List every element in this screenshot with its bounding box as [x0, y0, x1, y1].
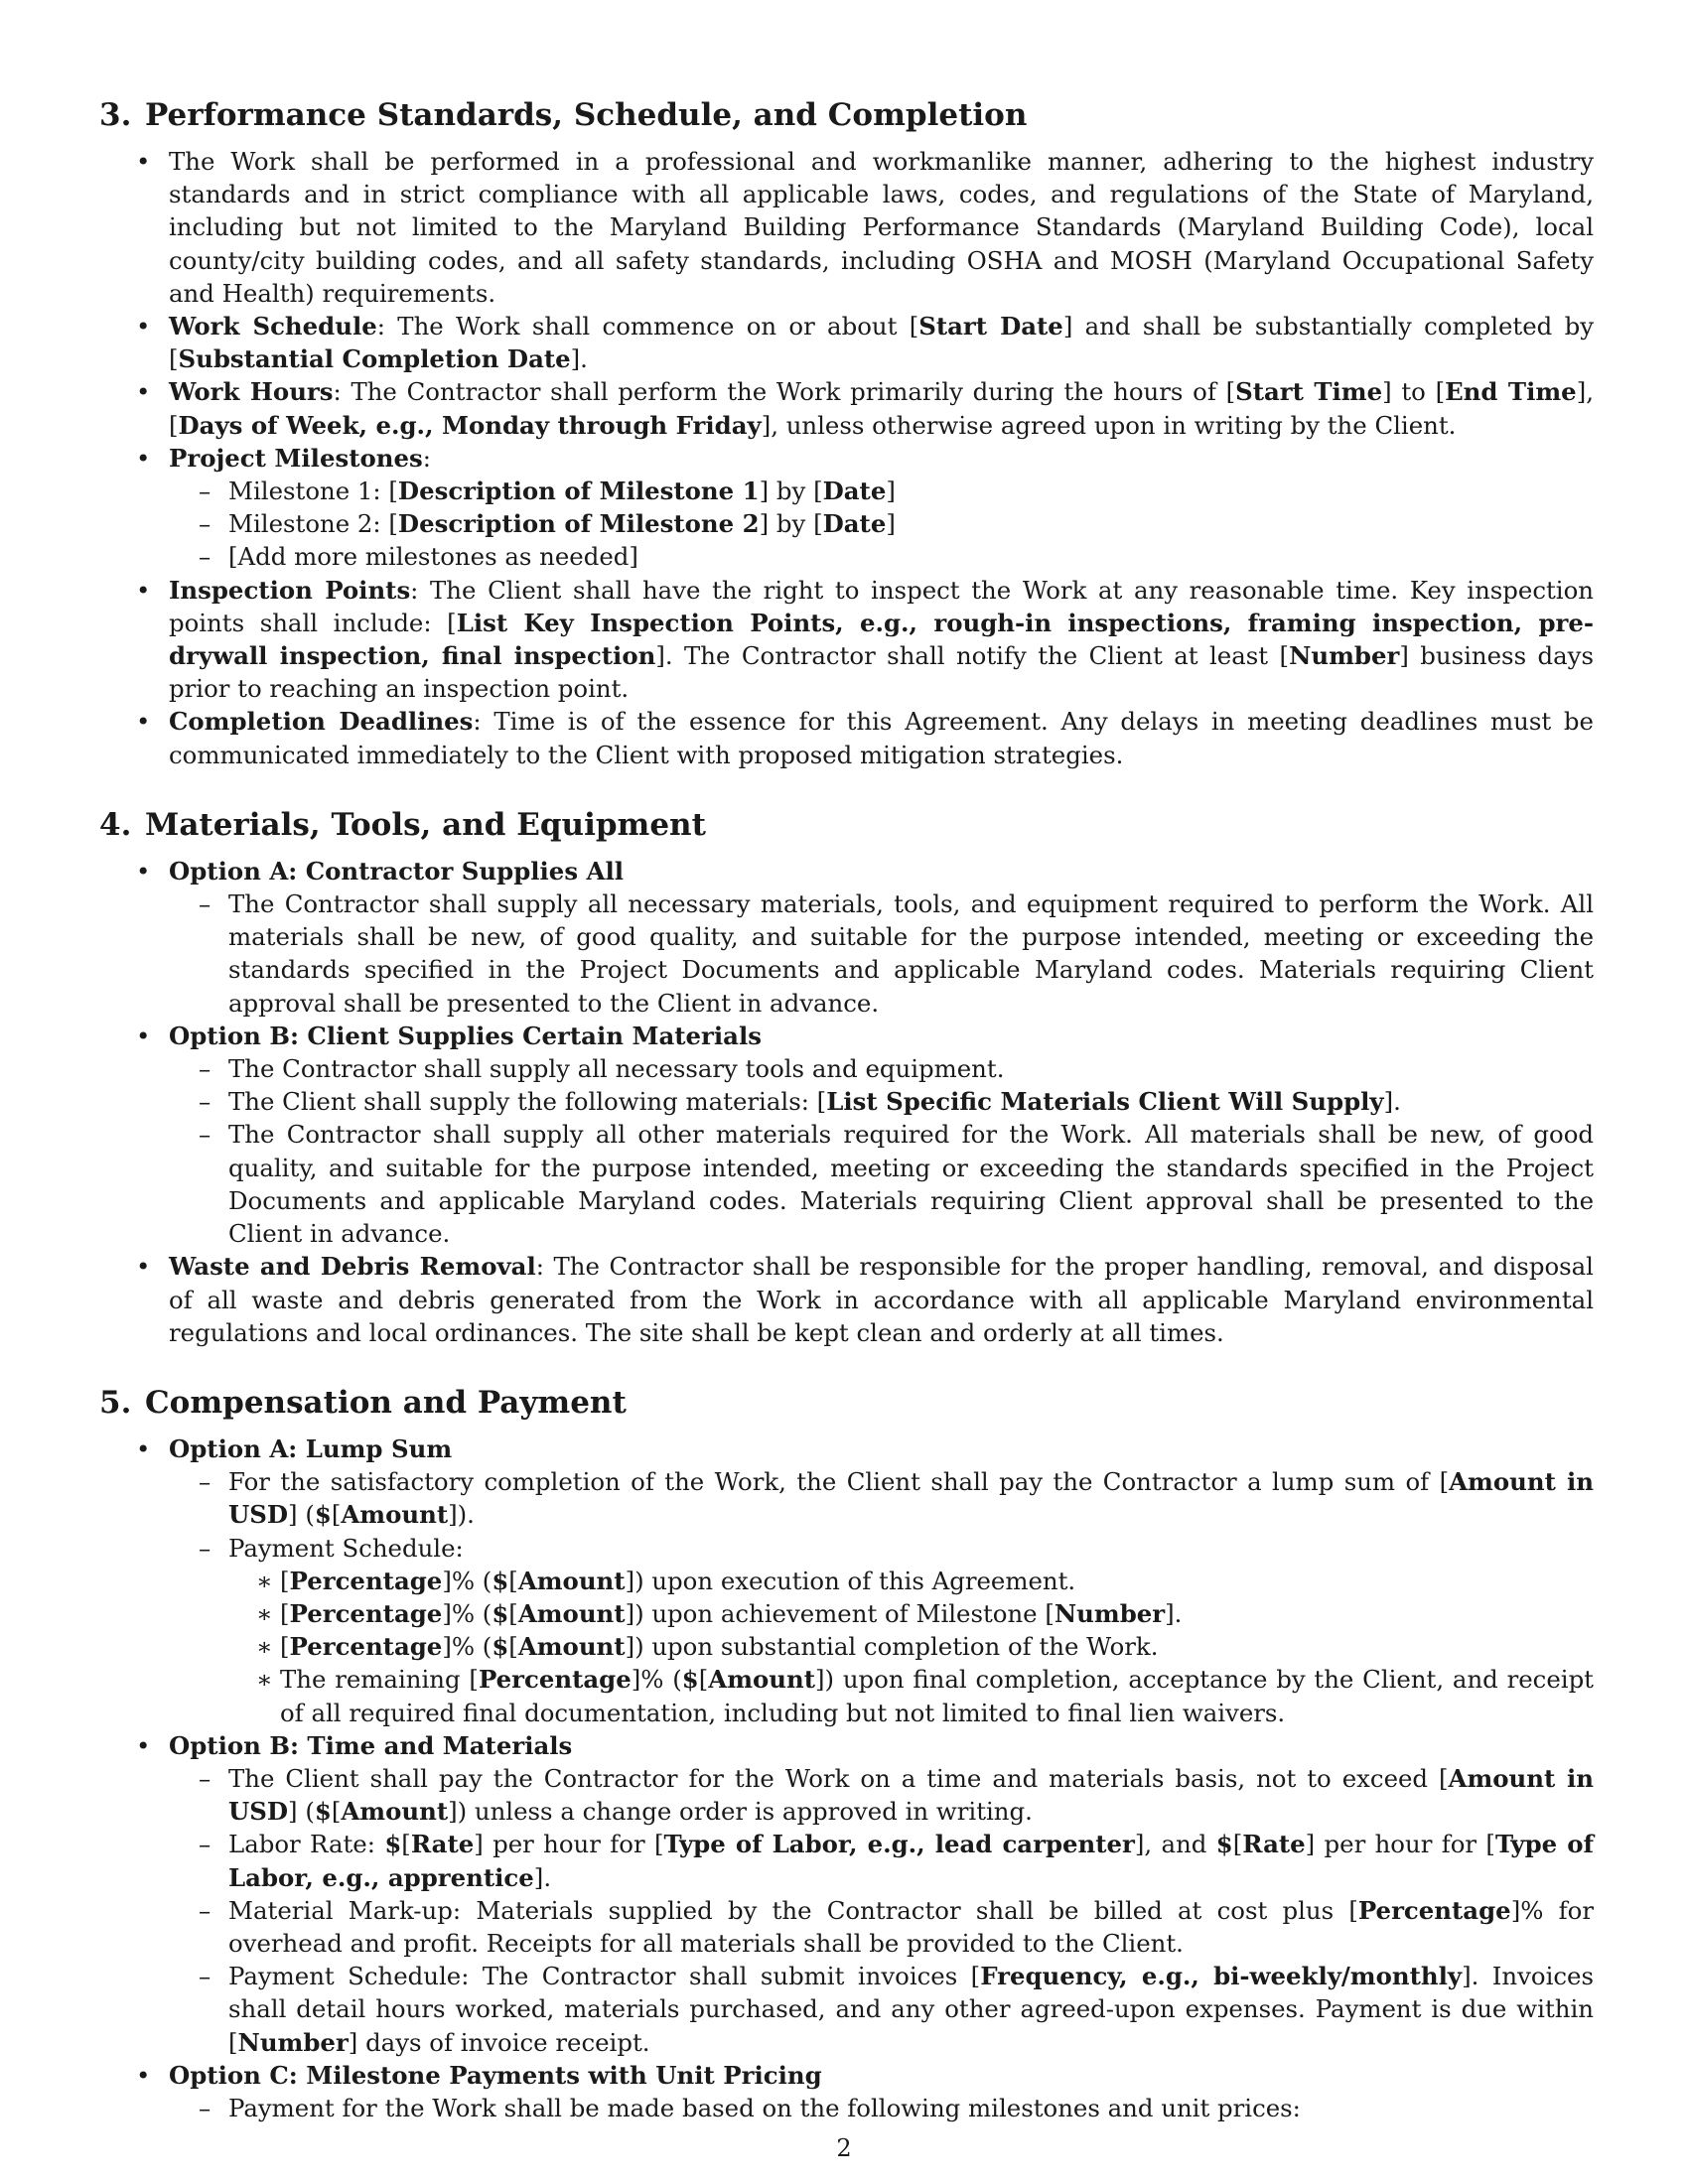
- sub-list-item: – The Contractor shall supply all other materials required for the Work. All materials shall be new, of good quality, and suitable for the purpose intended, meeting or exceeding the standards specified in the Project Documents and applicable Maryland codes. Materials requiring Client approval shall be presented to the Client in advance.: [169, 1118, 1594, 1250]
- list-item-completion-deadlines: • Completion Deadlines: Time is of the essence for this Agreement. Any delays in meeting deadlines must be communicated immediately to the Client with proposed mitigation strategies.: [99, 705, 1594, 770]
- list-item-option-c-milestone: • Option C: Milestone Payments with Unit Pricing – Payment for the Work shall be made based on the following milestones and unit prices:: [99, 2059, 1594, 2124]
- section-heading: 3. Performance Standards, Schedule, and Completion: [99, 97, 1028, 133]
- sub-sub-list-item: ∗ [Percentage]% ($[Amount]) upon substantial completion of the Work.: [228, 1630, 1594, 1663]
- section-heading: 4. Materials, Tools, and Equipment: [99, 806, 706, 843]
- sub-list-item: – For the satisfactory completion of the Work, the Client shall pay the Contractor a lump sum of [Amount in USD] ($[Amount]).: [169, 1465, 1594, 1531]
- document-body: [99, 95, 1594, 2158]
- section-heading: 5. Compensation and Payment: [99, 1384, 627, 1421]
- sub-list-item: – Milestone 2: [Description of Milestone 2] by [Date]: [169, 507, 1594, 540]
- sub-list: [169, 887, 1594, 1020]
- list-item-option-a-lump-sum: • Option A: Lump Sum – For the satisfactory completion of the Work, the Client shall pay the Contractor a lump sum of [Amount in USD] ($[Amount]). – Payment Schedule: ∗ [Percentage]% ($[Amount]) upon execution of this Agreement. ∗ [Percentage]% ($[Amount]) upon achievement of Milestone [Number]. ∗ [Percentage]% ($[Amount]) upon substantial completion of the Work. ∗ The remaining [Percentage]% ($[Amount]) upon final completion, acceptance by the Client, and receipt of all required final documentation, including but not limited to final lien waivers.: [99, 1433, 1594, 1729]
- list-item-project-milestones: • Project Milestones: – Milestone 1: [Description of Milestone 1] by [Date] – Milestone 2: [Description of Milestone 2] by [Date] – [Add more milestones as needed]: [99, 442, 1594, 574]
- sub-list-item: – The Contractor shall supply all necessary tools and equipment.: [169, 1052, 1594, 1085]
- sub-list-item: – The Contractor shall supply all necessary materials, tools, and equipment required to perform the Work. All materials shall be new, of good quality, and suitable for the purpose intended, meeting or exceeding the standards specified in the Project Documents and applicable Maryland codes. Materials requiring Client approval shall be presented to the Client in advance.: [169, 887, 1594, 1020]
- sub-list-item: – Payment Schedule: The Contractor shall submit invoices [Frequency, e.g., bi-weekly/monthly]. Invoices shall detail hours worked, materials purchased, and any other agreed-upon expenses. Payment is due within [Number] days of invoice receipt.: [169, 1960, 1594, 2059]
- section-5: [99, 1383, 1594, 2124]
- sub-list: [169, 1465, 1594, 1729]
- sub-list: [169, 475, 1594, 574]
- list-item-option-b: • Option B: Client Supplies Certain Materials – The Contractor shall supply all necessary tools and equipment. – The Client shall supply the following materials: [List Specific Materials Client Will Supply]. – The Contractor shall supply all other materials required for the Work. All materials shall be new, of good quality, and suitable for the purpose intended, meeting or exceeding the standards specified in the Project Documents and applicable Maryland codes. Materials requiring Client approval shall be presented to the Client in advance.: [99, 1020, 1594, 1250]
- list-item-waste-removal: • Waste and Debris Removal: The Contractor shall be responsible for the proper handling, removal, and disposal of all waste and debris generated from the Work in accordance with all applicable Maryland environmental regulations and local ordinances. The site shall be kept clean and orderly at all times.: [99, 1250, 1594, 1349]
- list-item-option-b-time-materials: • Option B: Time and Materials – The Client shall pay the Contractor for the Work on a time and materials basis, not to exceed [Amount in USD] ($[Amount]) unless a change order is approved in writing. – Labor Rate: $[Rate] per hour for [Type of Labor, e.g., lead carpenter], and $[Rate] per hour for [Type of Labor, e.g., apprentice]. – Material Mark-up: Materials supplied by the Contractor shall be billed at cost plus [Percentage]% for overhead and profit. Receipts for all materials shall be provided to the Client. – Payment Schedule: The Contractor shall submit invoices [Frequency, e.g., bi-weekly/monthly]. Invoices shall detail hours worked, materials purchased, and any other agreed-upon expenses. Payment is due within [Number] days of invoice receipt.: [99, 1729, 1594, 2059]
- list-item-work-schedule: • Work Schedule: The Work shall commence on or about [Start Date] and shall be substantially completed by [Substantial Completion Date].: [99, 310, 1594, 375]
- sub-list-item: – The Client shall supply the following materials: [List Specific Materials Client Will Supply].: [169, 1085, 1594, 1118]
- sub-list-item: – Payment for the Work shall be made based on the following milestones and unit prices:: [169, 2092, 1594, 2124]
- sub-list-item: – The Client shall pay the Contractor for the Work on a time and materials basis, not to exceed [Amount in USD] ($[Amount]) unless a change order is approved in writing.: [169, 1762, 1594, 1828]
- sub-list: [169, 1762, 1594, 2059]
- section-3: [99, 95, 1594, 771]
- list-item-option-a: • Option A: Contractor Supplies All – The Contractor shall supply all necessary materials, tools, and equipment required to perform the Work. All materials shall be new, of good quality, and suitable for the purpose intended, meeting or exceeding the standards specified in the Project Documents and applicable Maryland codes. Materials requiring Client approval shall be presented to the Client in advance.: [99, 855, 1594, 1020]
- sub-list: [169, 1052, 1594, 1250]
- sub-list-item: – Payment Schedule: ∗ [Percentage]% ($[Amount]) upon execution of this Agreement. ∗ [Percentage]% ($[Amount]) upon achievement of Milestone [Number]. ∗ [Percentage]% ($[Amount]) upon substantial completion of the Work. ∗ The remaining [Percentage]% ($[Amount]) upon final completion, acceptance by the Client, and receipt of all required final documentation, including but not limited to final lien waivers.: [169, 1532, 1594, 1729]
- list-item-inspection-points: • Inspection Points: The Client shall have the right to inspect the Work at any reasonable time. Key inspection points shall include: [List Key Inspection Points, e.g., rough-in inspections, framing inspection, pre-drywall inspection, final inspection]. The Contractor shall notify the Client at least [Number] business days prior to reaching an inspection point.: [99, 574, 1594, 706]
- sub-list-item: – Labor Rate: $[Rate] per hour for [Type of Labor, e.g., lead carpenter], and $[Rate] per hour for [Type of Labor, e.g., apprentice].: [169, 1828, 1594, 1893]
- list-item: • The Work shall be performed in a professional and workmanlike manner, adhering to the highest industry standards and in strict compliance with all applicable laws, codes, and regulations of the State of Maryland, including but not limited to the Maryland Building Performance Standards (Maryland Building Code), local county/city building codes, and all safety standards, including OSHA and MOSH (Maryland Occupational Safety and Health) requirements.: [99, 145, 1594, 310]
- bullet-list: [99, 855, 1594, 1349]
- sub-sub-list: [228, 1565, 1594, 1729]
- section-4: [99, 805, 1594, 1349]
- sub-sub-list-item: ∗ [Percentage]% ($[Amount]) upon achievement of Milestone [Number].: [228, 1597, 1594, 1630]
- sub-sub-list-item: ∗ [Percentage]% ($[Amount]) upon execution of this Agreement.: [228, 1565, 1594, 1597]
- sub-list-item: – [Add more milestones as needed]: [169, 540, 1594, 573]
- bullet-list: [99, 1433, 1594, 2124]
- list-item-work-hours: • Work Hours: The Contractor shall perform the Work primarily during the hours of [Start Time] to [End Time], [Days of Week, e.g., Monday through Friday], unless otherwise agreed upon in writing by the Client.: [99, 375, 1594, 441]
- sub-sub-list-item: ∗ The remaining [Percentage]% ($[Amount]) upon final completion, acceptance by the Client, and receipt of all required final documentation, including but not limited to final lien waivers.: [228, 1663, 1594, 1728]
- bullet-list: [99, 145, 1594, 771]
- page-number: 2: [836, 2134, 852, 2162]
- sub-list-item: – Milestone 1: [Description of Milestone 1] by [Date]: [169, 475, 1594, 507]
- sub-list: [169, 2092, 1594, 2124]
- sub-list-item: – Material Mark-up: Materials supplied by the Contractor shall be billed at cost plus [Percentage]% for overhead and profit. Receipts for all materials shall be provided to the Client.: [169, 1894, 1594, 1960]
